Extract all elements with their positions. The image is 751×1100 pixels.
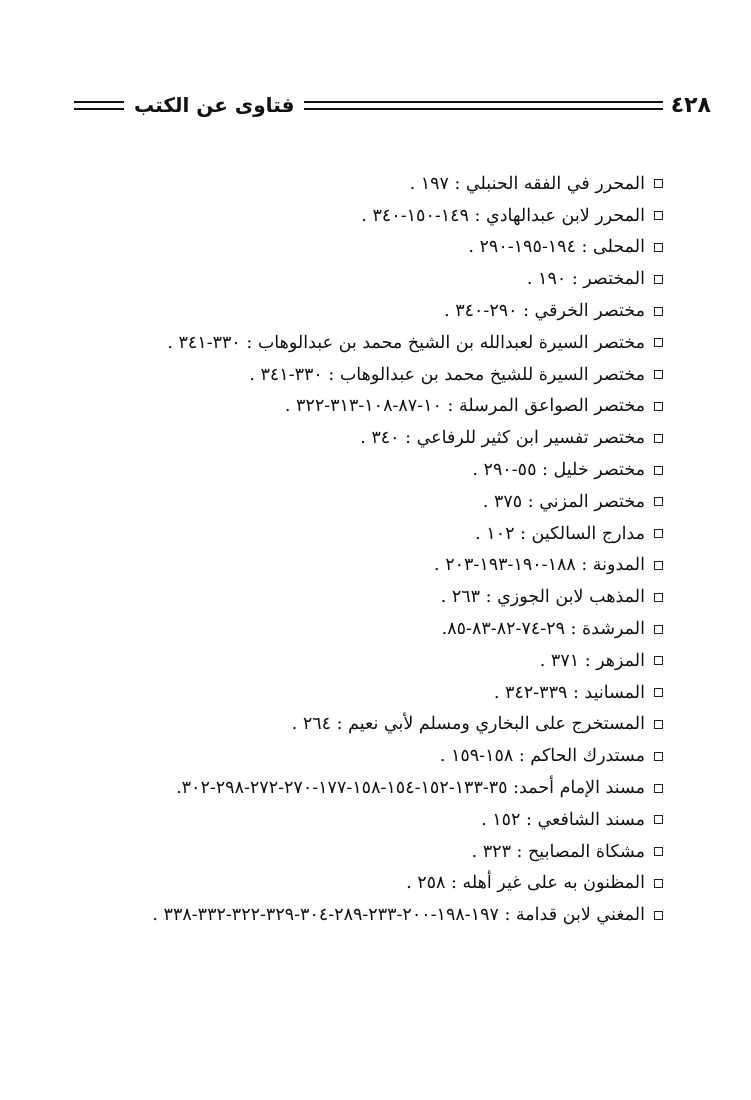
entry-text: المزهر : ٣٧١ . (539, 650, 645, 671)
index-entry (60, 899, 663, 931)
index-entry (60, 391, 663, 423)
square-bullet-icon (654, 243, 663, 252)
entry-text: مختصر خليل : ٥٥-٢٩٠ . (472, 460, 645, 481)
index-entry (60, 327, 663, 359)
square-bullet-icon (654, 656, 663, 665)
index-entry (60, 868, 663, 900)
entry-text: المدونة : ١٨٨-١٩٠-١٩٣-٢٠٣ . (434, 555, 645, 576)
square-bullet-icon (654, 688, 663, 697)
index-entry (60, 359, 663, 391)
entry-text: المحرر لابن عبدالهادي : ١٤٩-١٥٠-٣٤٠ . (361, 205, 645, 226)
index-entry (60, 422, 663, 454)
entry-text: المختصر : ١٩٠ . (526, 269, 645, 290)
index-entry (60, 518, 663, 550)
index-entry (60, 581, 663, 613)
index-entry (60, 263, 663, 295)
index-entry (60, 804, 663, 836)
entry-text: مدارج السالكين : ١٠٢ . (475, 523, 645, 544)
entry-text: مختصر السيرة لعبدالله بن الشيخ محمد بن عبدالوهاب : ٣٣٠-٣٤١ . (167, 332, 645, 353)
index-entry (60, 645, 663, 677)
square-bullet-icon (654, 370, 663, 379)
index-entry (60, 232, 663, 264)
square-bullet-icon (654, 879, 663, 888)
entry-text: مختصر الصواعق المرسلة : ١٠-٨٧-١٠٨-٣١٣-٣٢٢ . (284, 396, 645, 417)
square-bullet-icon (654, 434, 663, 443)
square-bullet-icon (654, 402, 663, 411)
square-bullet-icon (654, 561, 663, 570)
square-bullet-icon (654, 179, 663, 188)
index-entry (60, 550, 663, 582)
square-bullet-icon (654, 815, 663, 824)
index-entry (60, 454, 663, 486)
running-title: فتاوى عن الكتب (134, 93, 295, 117)
entry-text: المظنون به على غير أهله : ٢٥٨ . (406, 873, 645, 894)
square-bullet-icon (654, 211, 663, 220)
entry-text: مختصر المزني : ٣٧٥ . (482, 491, 645, 512)
square-bullet-icon (654, 275, 663, 284)
index-entry (60, 486, 663, 518)
square-bullet-icon (654, 784, 663, 793)
entry-text: المحرر في الفقه الحنبلي : ١٩٧ . (409, 173, 645, 194)
square-bullet-icon (654, 593, 663, 602)
entry-text: المسانيد : ٣٣٩-٣٤٢ . (493, 682, 645, 703)
entry-text: مختصر الخرقي : ٢٩٠-٣٤٠ . (444, 301, 645, 322)
square-bullet-icon (654, 338, 663, 347)
entry-text: المذهب لابن الجوزي : ٢٦٣ . (440, 587, 645, 608)
index-entry (60, 200, 663, 232)
entry-text: المرشدة : ٢٩-٧٤-٨٢-٨٣-٨٥. (441, 619, 645, 640)
entry-text: مختصر السيرة للشيخ محمد بن عبدالوهاب : ٣٣٠-٣٤١ . (249, 364, 645, 385)
square-bullet-icon (654, 466, 663, 475)
square-bullet-icon (654, 847, 663, 856)
index-entry (60, 168, 663, 200)
index-entry (60, 295, 663, 327)
square-bullet-icon (654, 625, 663, 634)
index-entry (60, 836, 663, 868)
entry-text: المحلى : ١٩٤-١٩٥-٢٩٠ . (468, 237, 645, 258)
entry-text: المغني لابن قدامة : ١٩٧-١٩٨-٢٠٠-٢٣٣-٢٨٩-٣٠٤-٣٢٩-٣٢٢-٣٣٢-٣٣٨ . (152, 905, 645, 926)
page-number: ٤٢٨ (670, 92, 711, 118)
entry-text: مستدرك الحاكم : ١٥٨-١٥٩ . (439, 746, 645, 767)
index-entry (60, 709, 663, 741)
index-entry (60, 613, 663, 645)
entry-text: المستخرج على البخاري ومسلم لأبي نعيم : ٢٦٤ . (291, 714, 645, 735)
index-entry (60, 677, 663, 709)
index-entry (60, 740, 663, 772)
index-list (60, 168, 663, 931)
entry-text: مشكاة المصابيح : ٣٢٣ . (471, 841, 645, 862)
entry-text: مسند الشافعي : ١٥٢ . (481, 809, 645, 830)
running-header (74, 88, 711, 122)
square-bullet-icon (654, 720, 663, 729)
square-bullet-icon (654, 497, 663, 506)
square-bullet-icon (654, 752, 663, 761)
square-bullet-icon (654, 911, 663, 920)
entry-text: مختصر تفسير ابن كثير للرفاعي : ٣٤٠ . (360, 428, 645, 449)
index-entry (60, 772, 663, 804)
square-bullet-icon (654, 307, 663, 316)
entry-text: مسند الإمام أحمد: ٣٥-١٣٣-١٥٢-١٥٤-١٥٨-١٧٧-٢٧٠-٢٧٢-٢٩٨-٣٠٢. (176, 778, 645, 799)
header-rule (304, 101, 662, 110)
header-rule-end (74, 101, 124, 110)
square-bullet-icon (654, 529, 663, 538)
